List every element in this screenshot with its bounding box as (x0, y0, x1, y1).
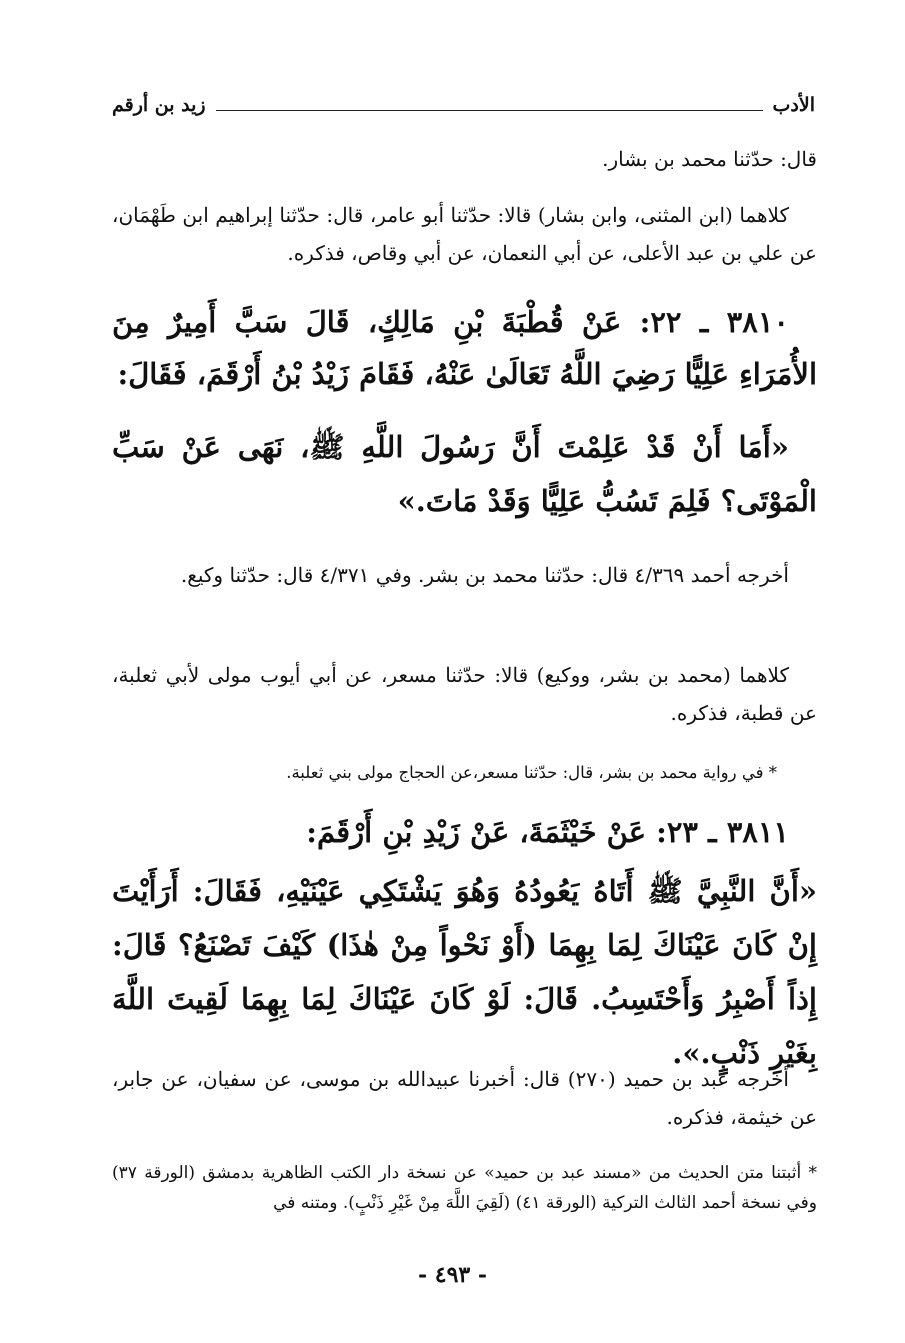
paragraph-takhrij-1: أخرجه أحمد ٤/٣٦٩ قال: حدّثنا محمد بن بشر. وفي ٤/٣٧١ قال: حدّثنا وكيع. (180, 563, 789, 587)
paragraph-takhrij-2: أخرجه عبد بن حميد (٢٧٠) قال: أخبرنا عبيدالله بن موسى، عن سفيان، عن جابر، عن خيثمة، فذكره. (112, 1067, 817, 1129)
hadith-3811-text: «أَنَّ النَّبِيَّ ﷺ أَتَاهُ يَعُودُهُ وَهُوَ يَشْتَكِي عَيْنَيْهِ، فَقَالَ: أَرَأَيْتَ إِنْ كَانَ عَيْنَاكَ لِمَا بِهِمَا (أَوْ نَحْواً مِنْ هٰذَا) كَيْفَ تَصْنَعُ؟ قَالَ: إِذاً أَصْبِرُ وَأَحْتَسِبُ. قَالَ: لَوْ كَانَ عَيْنَاكَ لِمَا بِهِمَا لَقِيتَ اللَّهَ بِغَيْرِ ذَنْبٍ.». (112, 874, 817, 1070)
paragraph-chain-2: كلاهما (محمد بن بشر، ووكيع) قالا: حدّثنا مسعر، عن أبي أيوب مولى لأبي ثعلبة، عن قطبة، فذكره. (112, 663, 817, 725)
chapter-title: زيد بن أرقم (112, 94, 206, 116)
narration-note-1: * في رواية محمد بن بشر، قال: حدّثنا مسعر،عن الحجاج مولى بني ثعلبة. (286, 763, 777, 782)
narration-note-2: * أثبتنا متن الحديث من «مسند عبد بن حميد» عن نسخة دار الكتب الظاهرية بدمشق (الورقة ٣٧) وفي نسخة أحمد الثالث التركية (الورقة ٤١) (لَقِيَ اللَّهَ مِنْ غَيْرِ ذَنْبٍ). ومتنه في (112, 1163, 817, 1213)
hadith-3810-heading: ٣٨١٠ ـ ٢٢: عَنْ قُطْبَةَ بْنِ مَالِكٍ، قَالَ سَبَّ أَمِيرٌ مِنَ الأُمَرَاءِ عَلِيًّا رَضِيَ اللَّهُ تَعَالَىٰ عَنْهُ، فَقَامَ زَيْدُ بْنُ أَرْقَمَ، فَقَالَ: (112, 305, 817, 391)
page-number: - ٤٩٣ - (417, 1262, 488, 1288)
running-header (112, 88, 815, 122)
paragraph-chain-1: كلاهما (ابن المثنى، وابن بشار) قالا: حدّثنا أبو عامر، قال: حدّثنا إبراهيم ابن طَهْمَان، عن علي بن عبد الأعلى، عن أبي النعمان، عن أبي وقاص، فذكره. (112, 203, 817, 265)
header-rule (216, 110, 763, 111)
hadith-3810-text: «أَمَا أَنْ قَدْ عَلِمْتَ أَنَّ رَسُولَ اللَّهِ ﷺ، نَهَى عَنْ سَبِّ الْمَوْتَى؟ فَلِمَ تَسُبُّ عَلِيًّا وَقَدْ مَاتَ.» (112, 430, 817, 518)
paragraph-chain-end: قال: حدّثنا محمد بن بشار. (602, 147, 817, 171)
hadith-3811-heading: ٣٨١١ ـ ٢٣: عَنْ خَيْثَمَةَ، عَنْ زَيْدِ بْنِ أَرْقَمَ: (306, 815, 789, 849)
section-title: الأدب (772, 94, 815, 116)
